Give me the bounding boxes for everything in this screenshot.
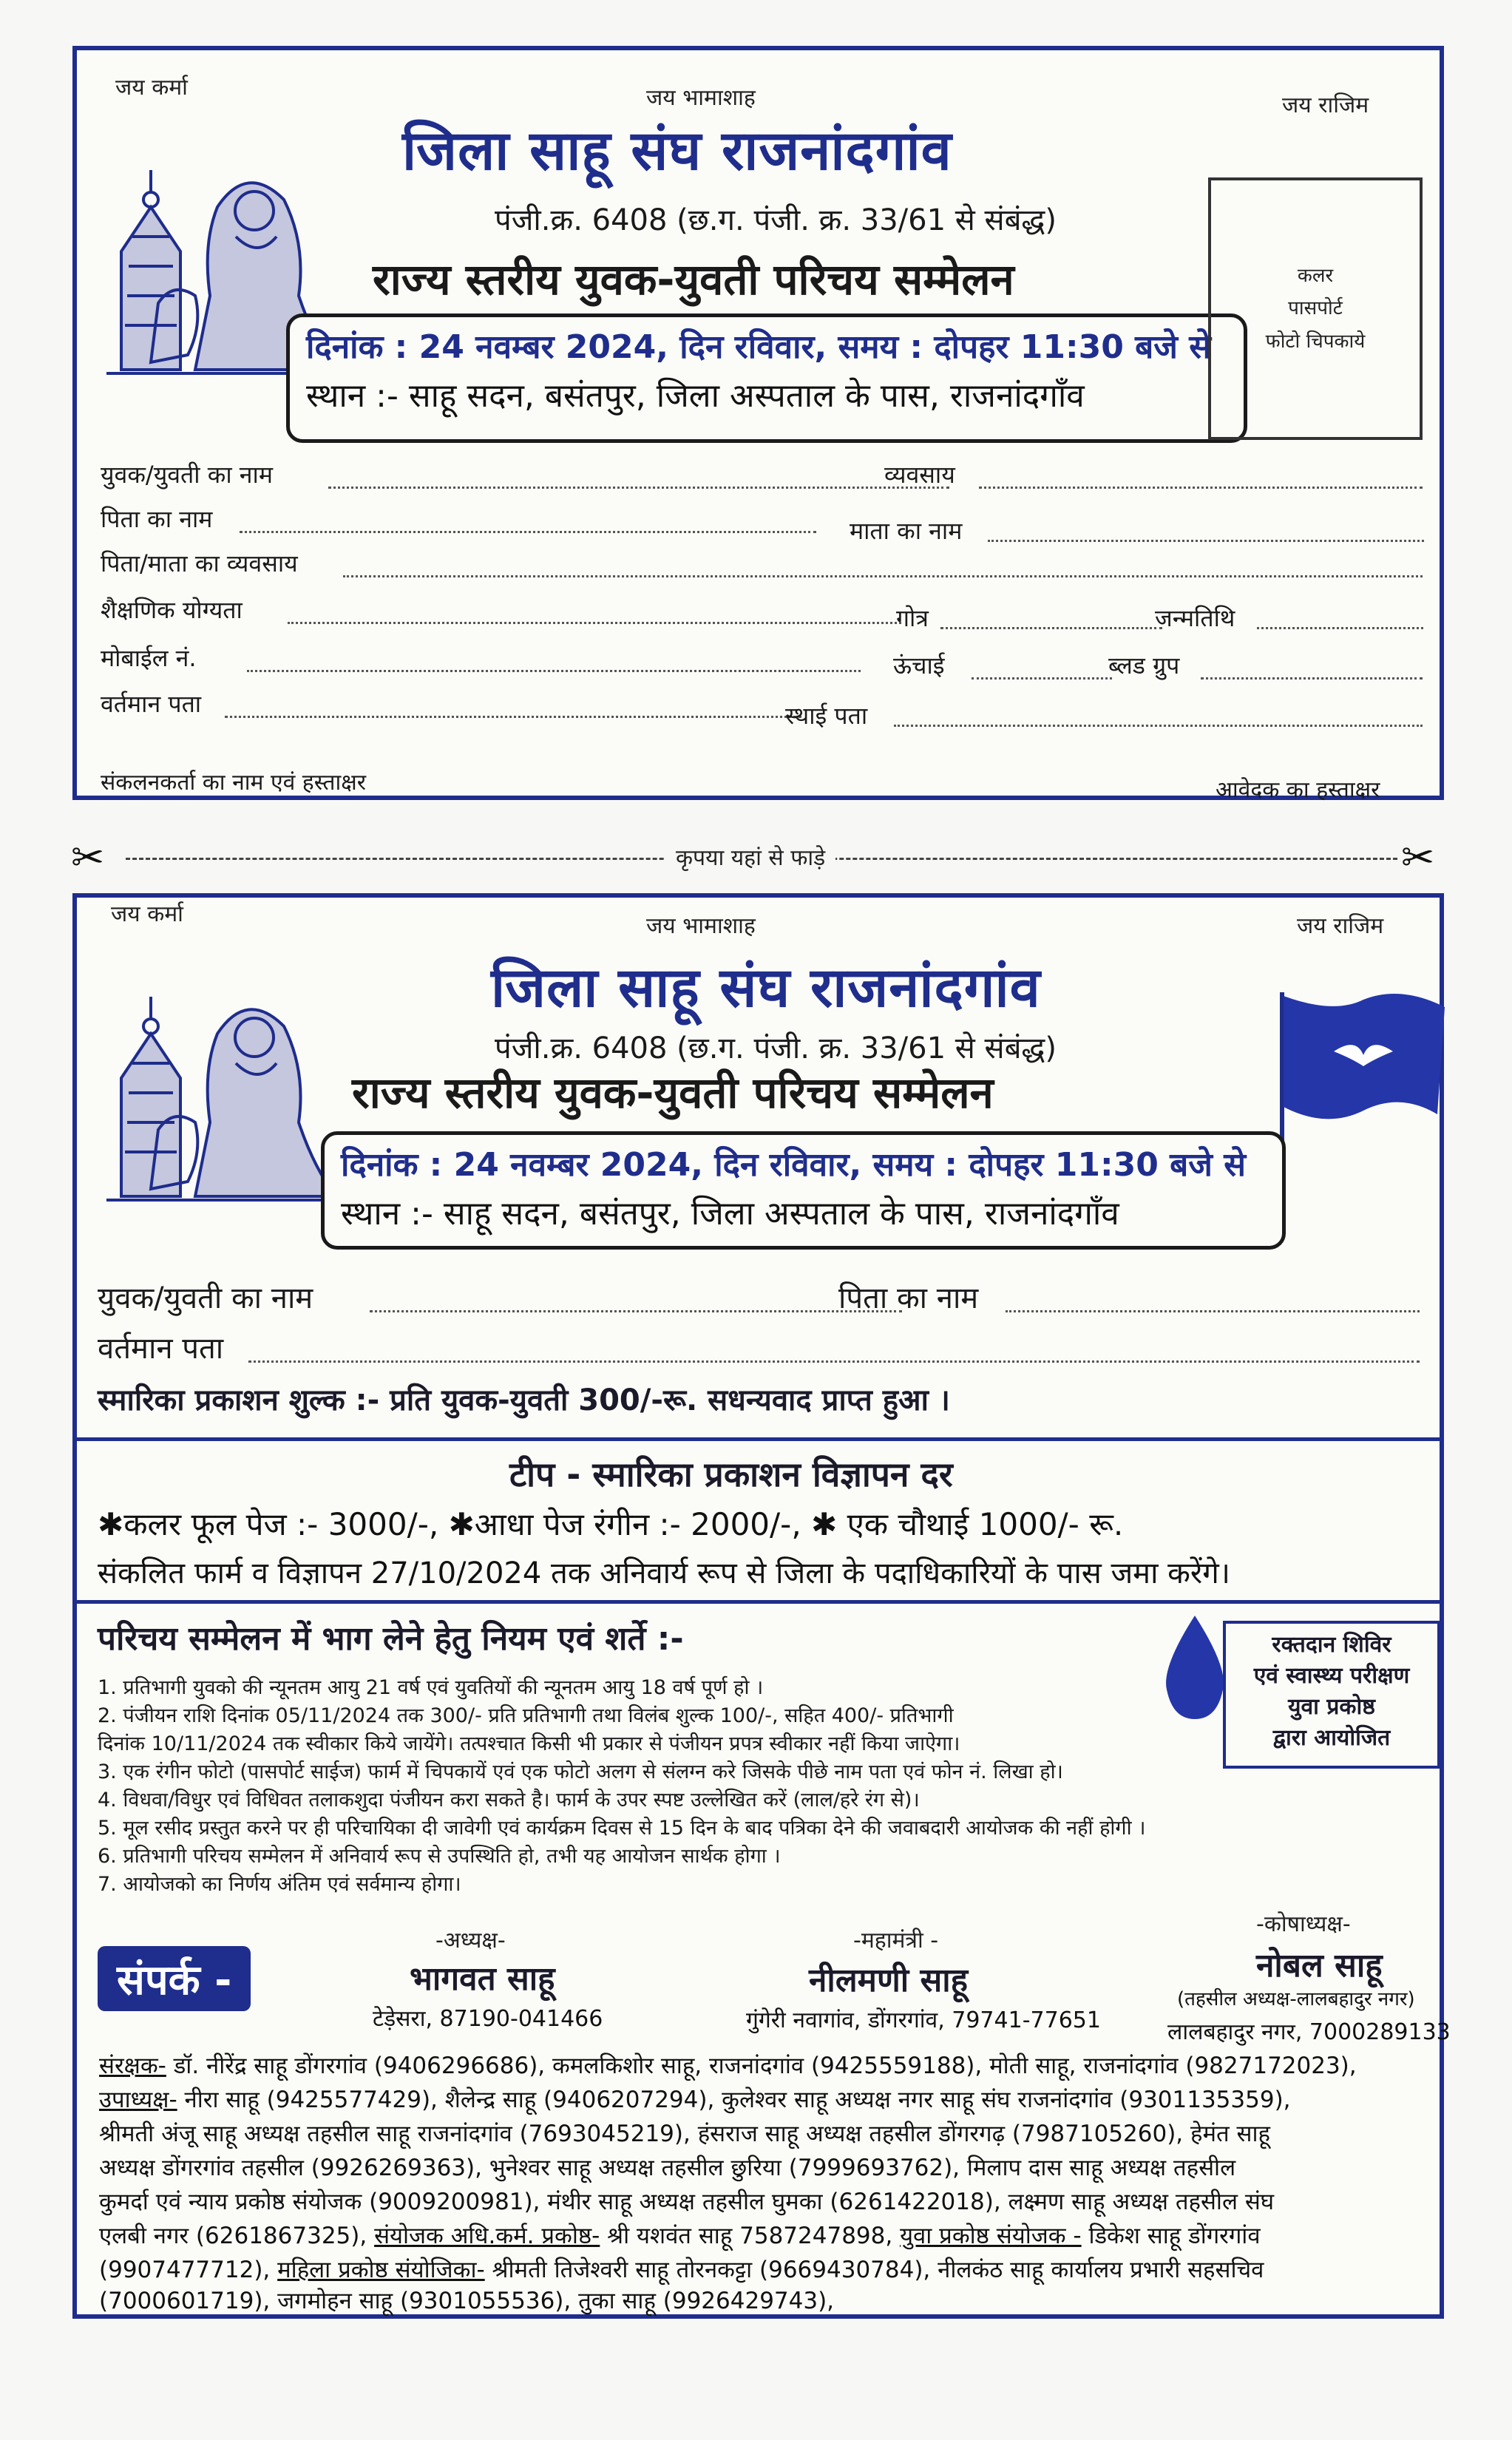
contact-text: श्री यशवंत साहू 7587247898, [600,2223,901,2249]
field-line-occupation[interactable] [979,487,1423,489]
scissors-icon-right: ✂ [1401,834,1435,881]
vice-president-text: नीरा साहू (9425577429), शैलेन्द्र साहू (9406207294), कुलेश्वर साहू अध्यक्ष नगर साहू संघ राजनांदगांव (9301135359), [177,2087,1291,2113]
event-date-line: दिनांक : 24 नवम्बर 2024, दिन रविवार, समय : दोपहर 11:30 बजे से [341,1146,1246,1184]
field-label-parent-occupation: पिता/माता का व्यवसाय [101,549,298,577]
event-subtitle: राज्य स्तरीय युवक-युवती परिचय सम्मेलन [352,1068,994,1118]
left-greeting: जय कर्मा [115,75,188,101]
field-line-mother[interactable] [988,540,1424,542]
treasurer-contact: लालबहादुर नगर, 7000289133 [1167,2019,1451,2045]
center-greeting: जय भामाशाह [646,913,756,939]
rule-item: 7. आयोजको का निर्णय अंतिम एवं सर्वमान्य होगा। [98,1873,461,1896]
field-line-current-address[interactable] [248,1360,1420,1363]
event-venue-line: स्थान :- साहू सदन, बसंतपुर, जिला अस्पताल के पास, राजनांदगाँव [306,377,1085,415]
treasurer-name: नोबल साहू [1256,1947,1383,1985]
field-label-gotra: गोत्र [896,604,929,632]
field-line-father[interactable] [1006,1310,1420,1312]
president-name: भागवत साहू [410,1960,555,1998]
youth-cell-label: युवा प्रकोष्ठ संयोजक - [900,2223,1082,2249]
registration-form-panel [72,46,1444,803]
rule-item: 3. एक रंगीन फोटो (पासपोर्ट साईज) फार्म में चिपकायें एवं एक फोटो अलग से संलग्न करे जिसके पीछे नाम पता एवं फोन नं. लिखा हो। [98,1760,1063,1783]
contact-line: अध्यक्ष डोंगरगांव तहसील (9926269363), भुनेश्वर साहू अध्यक्ष तहसील छुरिया (7999693762), मिलाप दास साहू अध्यक्ष तहसील [99,2155,1236,2181]
contact-text: एलबी नगर (6261867325), [99,2223,375,2249]
president-contact: टेड़ेसरा, 87190-041466 [373,2006,603,2032]
treasurer-role: -कोषाध्यक्ष- [1256,1911,1351,1937]
contact-text: डिकेश साहू डोंगरगांव [1081,2223,1261,2249]
field-line-parent-occupation[interactable] [343,575,1423,577]
blood-donation-camp-box [1223,1621,1440,1769]
field-line-mobile[interactable] [247,670,861,672]
field-label-dob: जन्मतिथि [1155,604,1235,632]
right-greeting: जय राजिम [1297,913,1384,939]
photo-placeholder-box [1208,177,1423,440]
field-label-current-address: वर्तमान पता [98,1332,224,1366]
blood-camp-line-1: रक्तदान शिविर [1272,1632,1391,1658]
registration-number: पंजी.क्र. 6408 (छ.ग. पंजी. क्र. 33/61 से संबंद्ध) [495,203,1057,237]
field-line-dob[interactable] [1257,627,1423,629]
field-label-current-address: वर्तमान पता [101,690,202,718]
blood-camp-line-4: द्वारा आयोजित [1272,1725,1391,1751]
contact-label: संपर्क - [98,1946,251,2011]
blood-drop-icon [1158,1612,1232,1723]
treasurer-subtitle: (तहसील अध्यक्ष-लालबहादुर नगर) [1177,1988,1415,2010]
contact-line: कुमर्दा एवं न्याय प्रकोष्ठ संयोजक (9009200981), मंथीर साहू अध्यक्ष तहसील घुमका (6261422018), लक्ष्मण साहू अध्यक्ष तहसील संघ [99,2189,1275,2215]
field-label-name: युवक/युवती का नाम [101,461,273,489]
contact-text: (9907477712), [99,2257,278,2283]
contact-line: श्रीमती अंजू साहू अध्यक्ष तहसील साहू राजनांदगांव (7693045219), हंसराज साहू अध्यक्ष तहसील डोंगरगढ़ (7987105260), हेमंत साहू [99,2121,1270,2147]
rule-item: दिनांक 10/11/2024 तक स्वीकार किये जायेंगे। तत्पश्चात किसी भी प्रकार से पंजीयन प्रपत्र स्वीकार नहीं किया जाऐगा। [98,1732,960,1755]
event-date-line: दिनांक : 24 नवम्बर 2024, दिन रविवार, समय : दोपहर 11:30 बजे से [306,328,1211,366]
tear-instruction: कृपया यहां से फाड़े [665,841,835,872]
rule-item: 5. मूल रसीद प्रस्तुत करने पर ही परिचायिका दी जावेगी एवं कार्यक्रम दिवस से 15 दिन के बाद पत्रिका देने की जवाबदारी आयोजक की नहीं होगी । [98,1817,1146,1840]
right-greeting: जय राजिम [1282,92,1369,118]
rule-item: 2. पंजीयन राशि दिनांक 05/11/2024 तक 300/- प्रति प्रतिभागी तथा विलंब शुल्क 100/-, सहित 400/- प्रतिभागी [98,1704,954,1727]
blood-camp-line-3: युवा प्रकोष्ठ [1288,1694,1375,1720]
field-label-mother: माता का नाम [850,517,963,545]
patron-label: संरक्षक- [99,2053,166,2079]
contact-line-vice-presidents [99,2084,1291,2115]
vice-president-label: उपाध्यक्ष- [99,2087,177,2113]
contact-line-women-cell [99,2254,1264,2285]
org-title: जिला साहू संघ राजनांदगांव [491,956,1041,1020]
event-date-venue-box [286,314,1247,443]
field-line-name[interactable] [370,1310,902,1312]
contact-line-cells [99,2220,1261,2251]
field-label-name: युवक/युवती का नाम [98,1281,313,1315]
center-greeting: जय भामाशाह [646,85,756,111]
event-subtitle: राज्य स्तरीय युवक-युवती परिचय सम्मेलन [373,254,1014,305]
photo-box-line-1: कलर [1297,265,1334,288]
field-line-current-address[interactable] [225,716,801,718]
scissors-icon-left: ✂ [71,834,105,881]
women-cell-label: महिला प्रकोष्ठ संयोजिका- [277,2257,485,2283]
field-line-permanent-address[interactable] [894,725,1423,727]
rule-item: 4. विधवा/विधुर एवं विधिवत तलाकशुदा पंजीयन करा सकते है। फार्म के उपर स्पष्ट उल्लेखित करें (लाल/हरे रंग से)। [98,1789,920,1812]
field-label-height: ऊंचाई [893,651,945,680]
field-line-gotra[interactable] [940,627,1162,629]
field-line-name[interactable] [328,487,949,489]
left-greeting: जय कर्मा [111,901,183,927]
contact-line: (7000601719), जगमोहन साहू (9301055536), तुका साहू (9926429743), [99,2288,835,2314]
field-line-blood-group[interactable] [1201,677,1423,680]
registration-number: पंजी.क्र. 6408 (छ.ग. पंजी. क्र. 33/61 से संबंद्ध) [495,1031,1057,1065]
event-venue-line: स्थान :- साहू सदन, बसंतपुर, जिला अस्पताल के पास, राजनांदगाँव [341,1195,1119,1233]
patron-text: डॉ. नीरेंद्र साहू डोंगरगांव (9406296686), कमलकिशोर साहू, राजनांदगांव (9425559188), मोती साहू, राजनांदगांव (9827172023), [166,2053,1357,2079]
contact-text: श्रीमती तिजेश्वरी साहू तोरनकट्टा (9669430784), नीलकंठ साहू कार्यालय प्रभारी सहसचिव [484,2257,1264,2283]
field-label-father: पिता का नाम [838,1281,979,1315]
receipt-panel [72,893,1451,2319]
ad-deadline-line: संकलित फार्म व विज्ञापन 27/10/2024 तक अनिवार्य रूप से जिला के पदाधिकारियों के पास जमा करेंगे। [98,1556,1230,1590]
blood-camp-line-2: एवं स्वास्थ्य परीक्षण [1253,1663,1410,1689]
field-label-blood-group: ब्लड ग्रुप [1108,651,1180,680]
flag-icon [1275,985,1452,1162]
fee-received-line: स्मारिका प्रकाशन शुल्क :- प्रति युवक-युवती 300/-रू. सधन्यवाद प्राप्त हुआ । [98,1383,950,1417]
general-secretary-role: -महामंत्री - [853,1928,939,1953]
rule-item: 1. प्रतिभागी युवको की न्यूनतम आयु 21 वर्ष एवं युवतियों की न्यूनतम आयु 18 वर्ष पूर्ण हो । [98,1676,764,1699]
rules-heading: परिचय सम्मेलन में भाग लेने हेतु नियम एवं शर्ते :- [98,1620,684,1658]
employee-cell-label: संयोजक अधि.कर्म. प्रकोष्ठ- [374,2223,600,2249]
rule-item: 6. प्रतिभागी परिचय सम्मेलन में अनिवार्य रूप से उपस्थिति हो, तभी यह आयोजन सार्थक होगा । [98,1845,781,1868]
field-label-mobile: मोबाईल नं. [101,644,197,672]
collector-signature-label: संकलनकर्ता का नाम एवं हस्ताक्षर [101,770,367,796]
field-label-permanent-address: स्थाई पता [785,702,868,730]
field-line-father[interactable] [240,531,816,533]
field-label-occupation: व्यवसाय [884,461,955,489]
field-line-education[interactable] [288,622,901,624]
photo-box-line-2: पासपोर्ट [1288,297,1343,320]
contact-line-patrons [99,2050,1357,2081]
section-divider [77,1437,1440,1441]
ad-rates-heading: टीप - स्मारिका प्रकाशन विज्ञापन दर [509,1454,953,1494]
field-label-education: शैक्षणिक योग्यता [101,596,243,624]
general-secretary-name: नीलमणी साहू [809,1962,968,1999]
photo-box-line-3: फोटो चिपकाये [1265,330,1366,353]
org-title: जिला साहू संघ राजनांदगांव [402,119,952,183]
event-date-venue-box [321,1131,1286,1250]
ad-rates-line: ✱कलर फूल पेज :- 3000/-, ✱आधा पेज रंगीन :- 2000/-, ✱ एक चौथाई 1000/- रू. [98,1506,1124,1542]
field-label-father: पिता का नाम [101,505,213,533]
field-line-height[interactable] [972,677,1112,680]
applicant-signature-label: आवेदक का हस्ताक्षर [1216,777,1380,803]
president-role: -अध्यक्ष- [435,1928,506,1953]
general-secretary-contact: गुंगेरी नवागांव, डोंगरगांव, 79741-77651 [746,2007,1101,2033]
section-divider [77,1600,1440,1604]
